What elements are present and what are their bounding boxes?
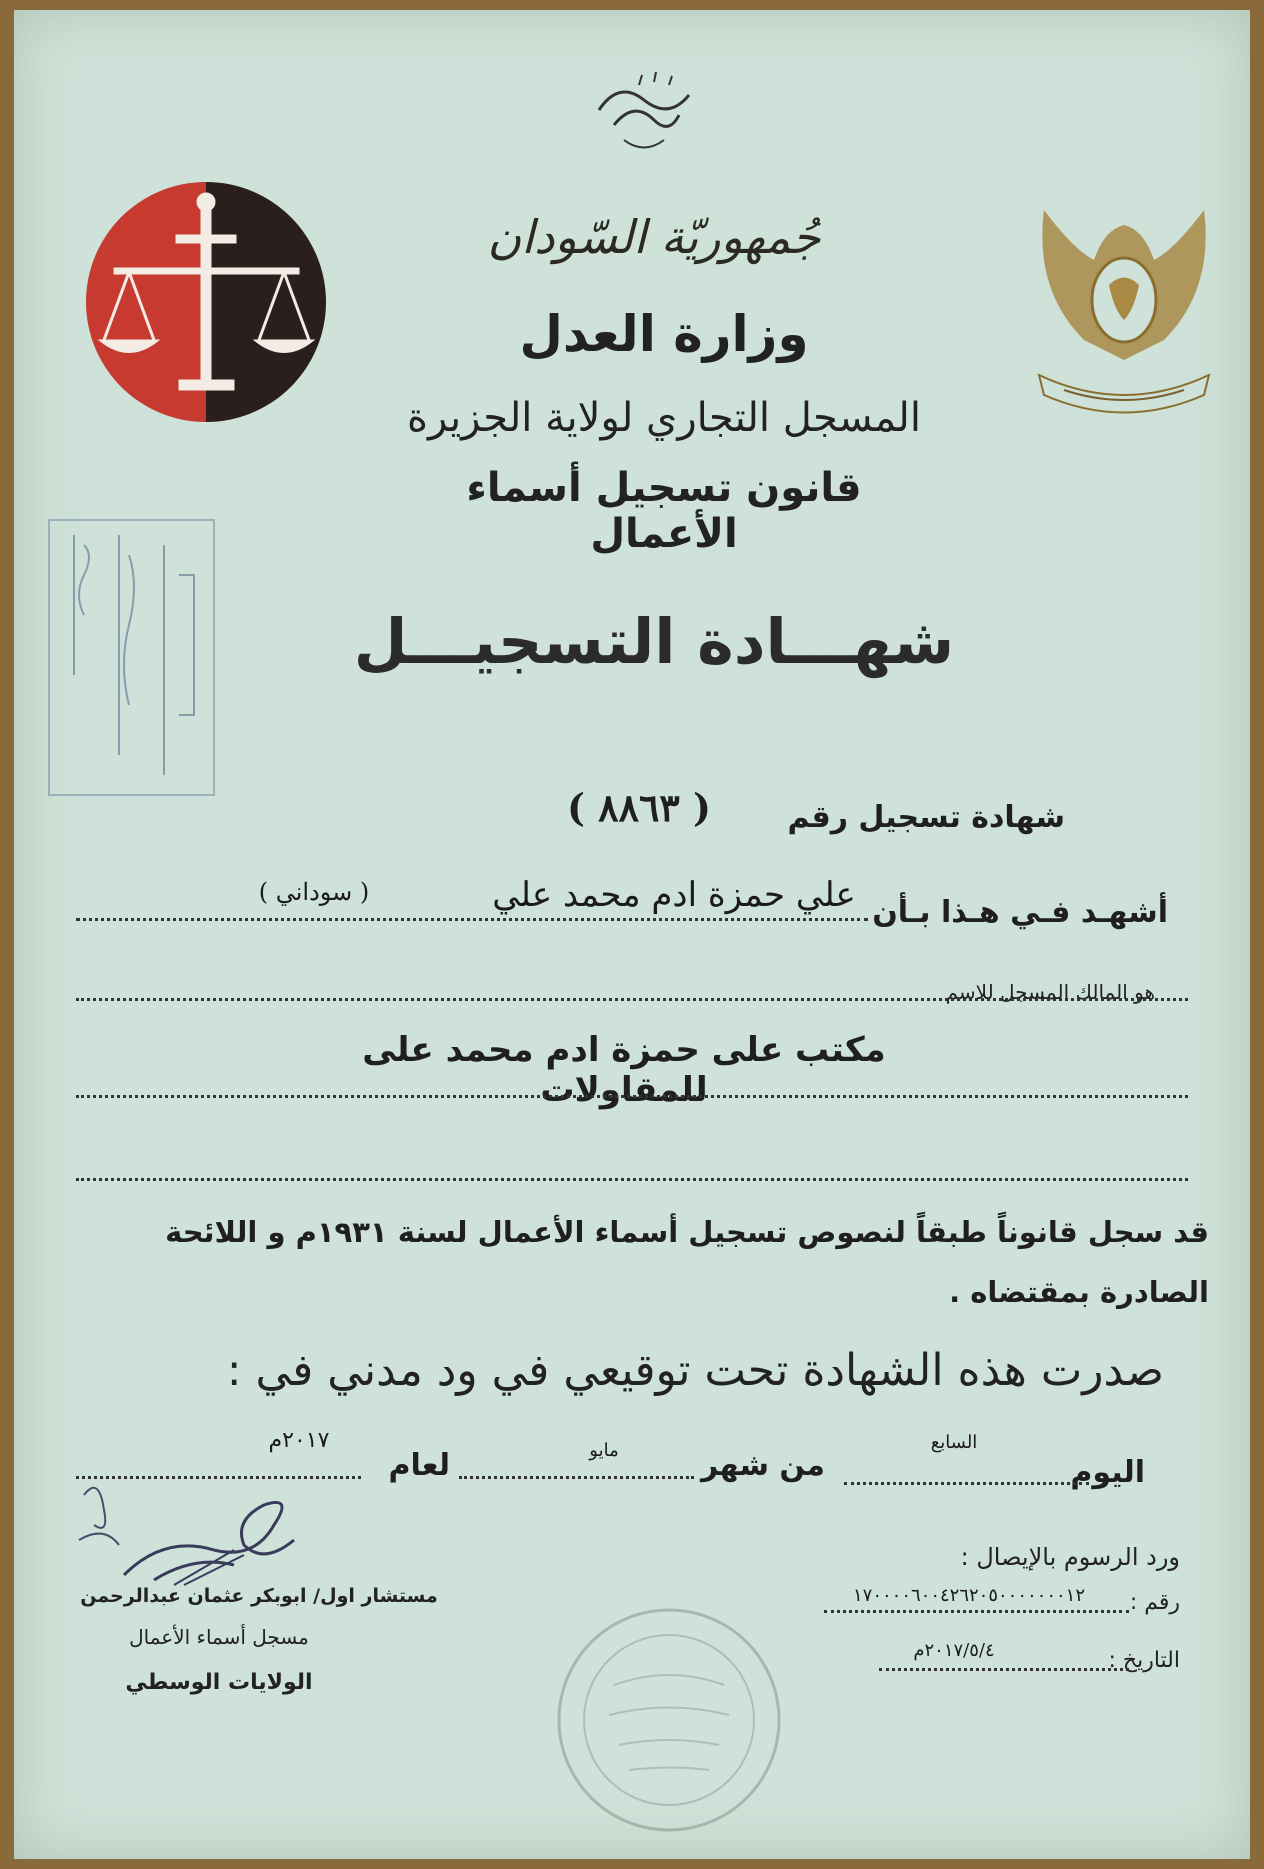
owner-nationality: ( سوداني ) xyxy=(258,878,370,906)
date-year-label: لعام xyxy=(388,1448,450,1483)
basmala-calligraphy xyxy=(584,70,704,160)
law-title: قانون تسجيل أسماء الأعمال xyxy=(466,465,862,557)
date-month-value: مايو xyxy=(589,1440,619,1461)
certify-label: أشهـد فـي هـذا بـأن xyxy=(872,895,1168,930)
receipt-number-label: رقم : xyxy=(1129,1590,1180,1615)
receipt-date-dotted-line xyxy=(879,1668,1129,1671)
owner-name: علي حمزة ادم محمد علي xyxy=(492,875,856,915)
sudan-emblem-icon xyxy=(1024,190,1224,420)
registration-number: ( ٨٨٦٣ ) xyxy=(566,785,712,830)
justice-scales-logo xyxy=(84,180,329,425)
date-day-label: اليوم xyxy=(1070,1455,1145,1490)
certify-dotted-line xyxy=(76,918,868,921)
date-day-value: السابع xyxy=(930,1432,978,1453)
issued-statement: صدرت هذه الشهادة تحت توقيعي في ود مدني في : xyxy=(226,1345,1164,1396)
day-dotted-line xyxy=(844,1482,1089,1485)
month-dotted-line xyxy=(459,1476,694,1479)
legal-statement-line1: قد سجل قانوناً طبقاً لنصوص تسجيل أسماء الأعمال لسنة ١٩٣١م و اللائحة xyxy=(165,1215,1209,1249)
owner-role-dotted-line xyxy=(76,998,1188,1001)
owner-role-text: هو المالك المسجل للاسم xyxy=(945,980,1155,1004)
signer-title: مستشار اول/ ابوبكر عثمان عبدالرحمن xyxy=(80,1585,438,1607)
certificate-paper xyxy=(14,10,1250,1859)
republic-title: جُمهوريّة السّودان xyxy=(487,210,821,264)
ministry-title: وزارة العدل xyxy=(519,305,809,363)
date-year-value: ٢٠١٧م xyxy=(268,1428,330,1453)
legal-statement-line2: الصادرة بمقتضاه . xyxy=(949,1275,1209,1309)
signer-region: الولايات الوسطي xyxy=(125,1670,313,1695)
handwritten-signature xyxy=(64,1465,324,1595)
signer-role: مسجل أسماء الأعمال xyxy=(129,1625,309,1649)
receipt-date-value: ٢٠١٧/٥/٤م xyxy=(913,1640,995,1661)
business-dotted-line xyxy=(76,1095,1188,1098)
receipt-number-value: ١٧٠٠٠٠٦٠٠٤٢٦٢٠٥٠٠٠٠٠٠٠١٢ xyxy=(852,1585,1086,1606)
registration-label: شهادة تسجيل رقم xyxy=(787,800,1065,835)
date-month-label: من شهر xyxy=(701,1448,825,1483)
receipt-dotted-line xyxy=(824,1610,1129,1613)
blank-dotted-line xyxy=(76,1178,1188,1181)
business-name: مكتب على حمزة ادم محمد على للمقاولات xyxy=(362,1030,886,1110)
official-round-stamp xyxy=(544,1595,794,1845)
certificate-title: شهـــادة التسجيـــل xyxy=(353,605,955,678)
side-stamp-mark xyxy=(44,515,219,800)
receipt-date-label: التاريخ : xyxy=(1108,1648,1180,1673)
registrar-title: المسجل التجاري لولاية الجزيرة xyxy=(407,395,921,441)
fees-label: ورد الرسوم بالإيصال : xyxy=(960,1543,1180,1571)
